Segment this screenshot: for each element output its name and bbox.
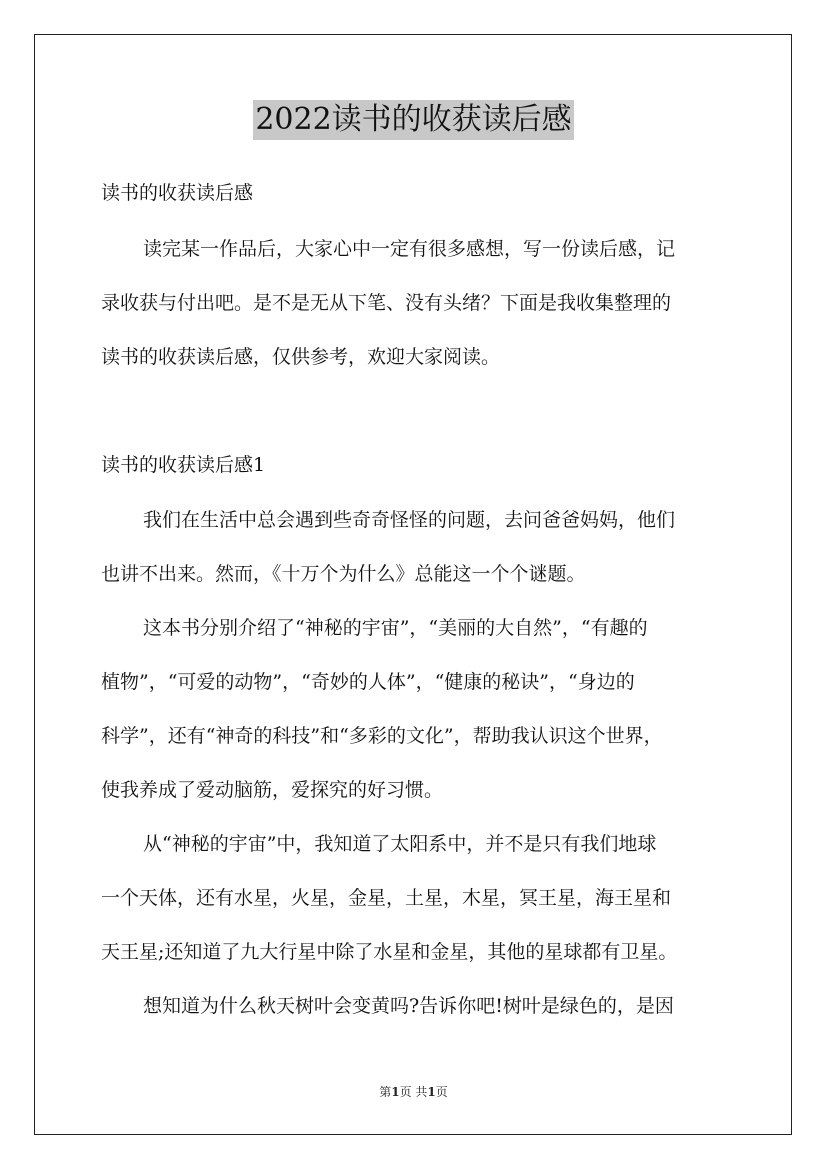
body-line: 植物”，“可爱的动物”，“奇妙的人体”，“健康的秘诀”，“身边的 <box>101 671 635 693</box>
page-suffix: 页 共 <box>399 1085 428 1099</box>
body-line: 我们在生活中总会遇到些奇奇怪怪的问题，去问爸爸妈妈，他们 <box>143 509 676 531</box>
body-line: 使我养成了爱动脑筋，爱探究的好习惯。 <box>101 779 444 801</box>
body-line: 科学”，还有“神奇的科技”和“多彩的文化”，帮助我认识这个世界， <box>101 725 663 747</box>
page-current: 1 <box>391 1085 400 1099</box>
intro-line: 读完某一作品后，大家心中一定有很多感想，写一份读后感，记 <box>143 238 676 260</box>
page-total: 1 <box>427 1085 436 1099</box>
intro-heading: 读书的收获读后感 <box>101 182 254 204</box>
page-footer <box>0 1083 827 1100</box>
body-line: 从“神秘的宇宙”中，我知道了太阳系中，并不是只有我们地球 <box>143 833 657 855</box>
intro-line: 读书的收获读后感，仅供参考，欢迎大家阅读。 <box>101 346 501 368</box>
intro-line: 录收获与付出吧。是不是无从下笔、没有头绪？下面是我收集整理的 <box>101 292 672 314</box>
document-title: 2022读书的收获读后感 <box>253 100 573 140</box>
page-end: 页 <box>435 1085 448 1099</box>
body-line: 一个天体，还有水星，火星，金星，土星，木星，冥王星，海王星和 <box>101 887 672 909</box>
body-line: 也讲不出来。然而，《十万个为什么》总能这一个个谜题。 <box>101 563 586 585</box>
title-area <box>0 100 827 140</box>
body-line: 这本书分别介绍了“神秘的宇宙”，“美丽的大自然”，“有趣的 <box>143 617 648 639</box>
body-line: 想知道为什么秋天树叶会变黄吗?告诉你吧!树叶是绿色的，是因 <box>143 995 674 1017</box>
page-prefix: 第 <box>379 1085 392 1099</box>
essay-heading: 读书的收获读后感1 <box>101 454 266 476</box>
body-line: 天王星;还知道了九大行星中除了水星和金星，其他的星球都有卫星。 <box>101 941 678 963</box>
